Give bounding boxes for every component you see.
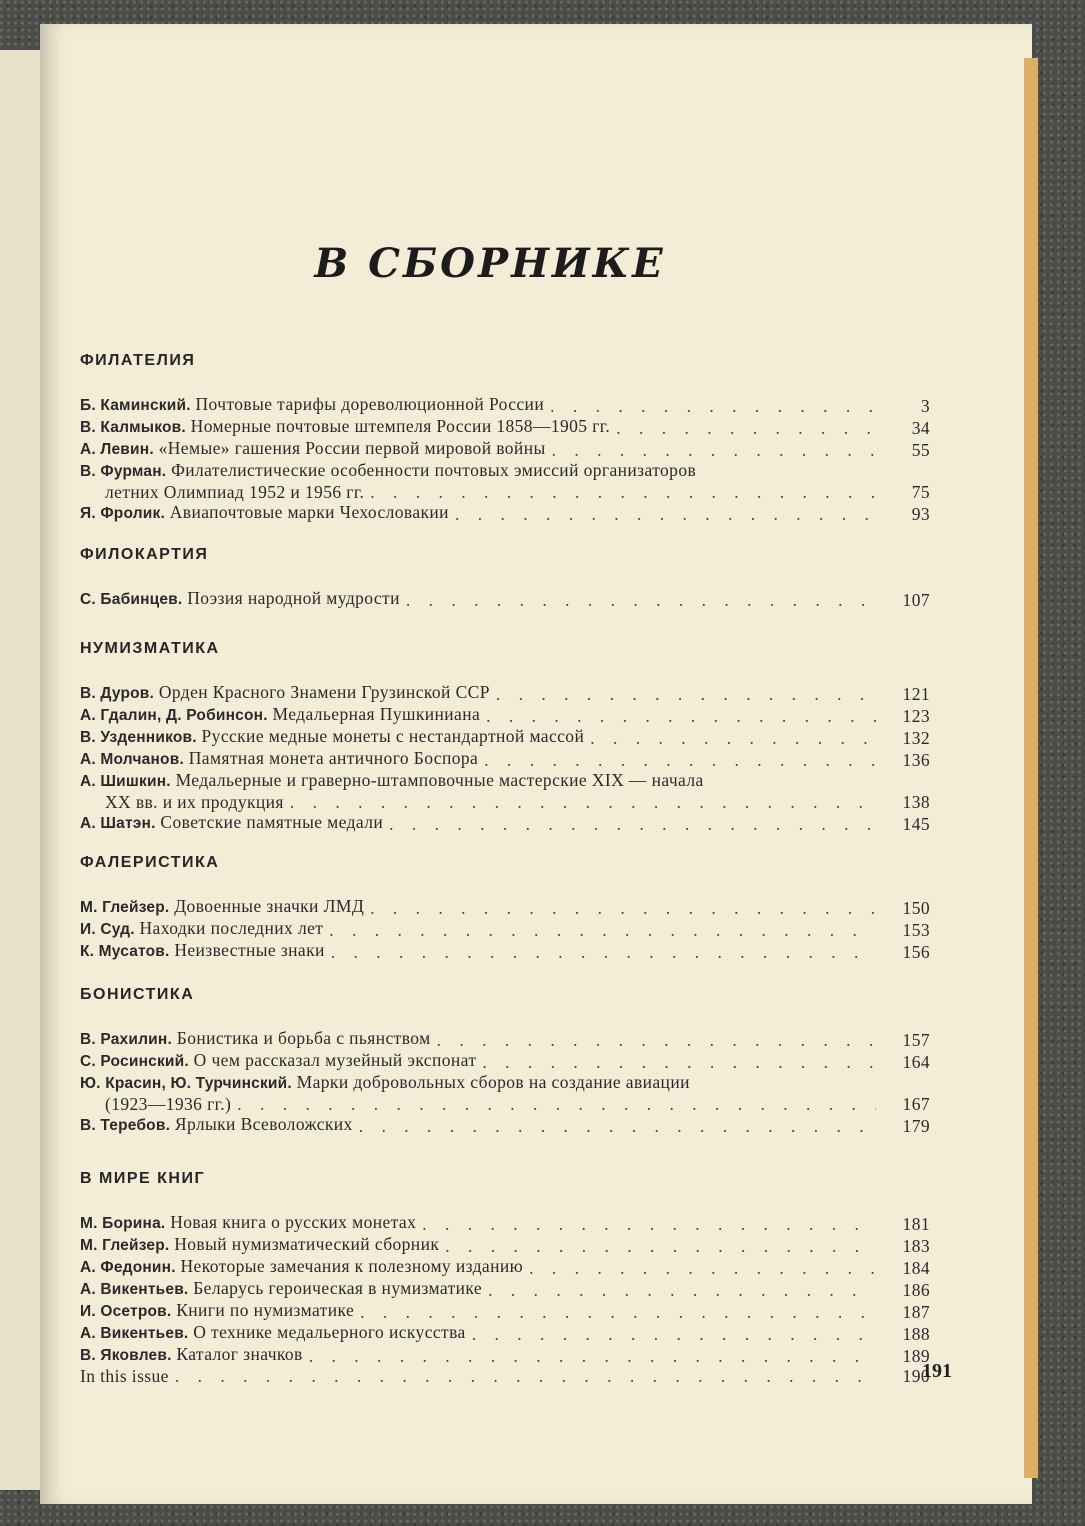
toc-entry: [80, 394, 930, 416]
entry-author: С. Росинский.: [80, 1053, 189, 1070]
entry-author: В. Теребов.: [80, 1117, 171, 1134]
entry-title: XX вв. и их продукция: [105, 792, 284, 812]
entry-author: А. Викентьев.: [80, 1325, 189, 1342]
entry-title: Некоторые замечания к полезному изданию: [180, 1256, 524, 1276]
entry-title: Новая книга о русских монетах: [170, 1212, 417, 1232]
entry-text: [80, 416, 610, 438]
toc-entry: [80, 1094, 930, 1114]
entry-title: Филателистические особенности почтовых эмиссий организаторов: [171, 460, 697, 480]
section-title: НУМИЗМАТИКА: [80, 640, 220, 657]
toc-entry: [80, 482, 930, 502]
entry-title: Новый нумизматический сборник: [174, 1234, 440, 1254]
entry-title: Орден Красного Знамени Грузинской ССР: [158, 682, 490, 702]
entry-text: [80, 812, 383, 834]
section-title: В МИРЕ КНИГ: [80, 1170, 206, 1187]
entry-text: [80, 918, 323, 940]
toc-entry: [80, 896, 930, 918]
leader-dots: [360, 1302, 876, 1322]
toc-section: [80, 640, 930, 834]
leader-dots: [445, 1236, 876, 1256]
entry-page-number: 157: [902, 1030, 930, 1050]
entry-author: А. Викентьев.: [80, 1281, 189, 1298]
leader-dots: [455, 504, 876, 524]
entry-page-number: 187: [902, 1302, 930, 1322]
entry-title: Номерные почтовые штемпеля России 1858—1905 гг.: [190, 416, 611, 436]
toc-section: [80, 352, 930, 524]
toc-entry: [80, 682, 930, 704]
toc-entry: [80, 748, 930, 770]
toc-entry: [80, 918, 930, 940]
entry-page-number: 150: [902, 898, 930, 918]
entry-text: [80, 588, 400, 610]
entry-page-number: 145: [902, 814, 930, 834]
entry-title: Каталог значков: [176, 1344, 303, 1364]
entry-text: [80, 460, 696, 482]
entry-page-number: 189: [902, 1346, 930, 1366]
entry-page-number: 138: [902, 792, 930, 812]
leader-dots: [237, 1094, 876, 1114]
entry-text: [80, 748, 478, 770]
entry-text: [80, 792, 284, 812]
section-title: БОНИСТИКА: [80, 986, 195, 1003]
entry-title: Беларусь героическая в нумизматике: [193, 1278, 483, 1298]
entry-page-number: 156: [902, 942, 930, 962]
entry-text: [80, 1072, 690, 1094]
entry-page-number: 167: [902, 1094, 930, 1114]
toc-entry: [80, 1366, 930, 1386]
entry-text: [80, 1234, 439, 1256]
entry-author: В. Узденников.: [80, 729, 197, 746]
entry-text: [80, 502, 449, 524]
entry-text: [80, 438, 546, 460]
leader-dots: [290, 792, 876, 812]
leader-dots: [496, 684, 876, 704]
entry-text: [80, 704, 480, 726]
entry-author: М. Глейзер.: [80, 1237, 170, 1254]
entry-author: В. Калмыков.: [80, 419, 186, 436]
entry-title: Авиапочтовые марки Чехословакии: [169, 502, 449, 522]
section-title: ФИЛОКАРТИЯ: [80, 546, 209, 563]
toc-entry: [80, 1344, 930, 1366]
section-title: ФИЛАТЕЛИЯ: [80, 352, 196, 369]
entry-title: Почтовые тарифы дореволюционной России: [195, 394, 545, 414]
toc-entry: [80, 1300, 930, 1322]
entry-page-number: 183: [902, 1236, 930, 1256]
entry-author: К. Мусатов.: [80, 943, 170, 960]
entry-page-number: 184: [902, 1258, 930, 1278]
entry-title: In this issue: [80, 1366, 169, 1386]
entry-page-number: 34: [911, 418, 930, 438]
entry-author: Я. Фролик.: [80, 505, 165, 522]
entry-title: Марки добровольных сборов на создание авиации: [296, 1072, 690, 1092]
leader-dots: [488, 1280, 876, 1300]
leader-dots: [329, 920, 876, 940]
entry-page-number: 132: [902, 728, 930, 748]
toc-entry: [80, 1114, 930, 1136]
entry-title: Советские памятные медали: [160, 812, 384, 832]
entry-text: [80, 1028, 431, 1050]
entry-text: [80, 940, 325, 962]
toc-entry: [80, 1028, 930, 1050]
entry-author: Б. Каминский.: [80, 397, 191, 414]
entry-author: И. Суд.: [80, 921, 135, 938]
entry-title: О технике медальерного искусства: [193, 1322, 466, 1342]
entry-author: М. Борина.: [80, 1215, 166, 1232]
leader-dots: [590, 728, 876, 748]
toc-entry: [80, 460, 930, 482]
entry-author: А. Гдалин, Д. Робинсон.: [80, 707, 268, 724]
entry-page-number: 136: [902, 750, 930, 770]
leader-dots: [359, 1116, 876, 1136]
leader-dots: [486, 706, 876, 726]
toc-entry: [80, 1050, 930, 1072]
toc-entry: [80, 1256, 930, 1278]
entry-page-number: 123: [902, 706, 930, 726]
toc-entry: [80, 502, 930, 524]
entry-title: О чем рассказал музейный экспонат: [193, 1050, 477, 1070]
entry-text: [80, 394, 544, 416]
leader-dots: [616, 418, 876, 438]
entry-author: Ю. Красин, Ю. Турчинский.: [80, 1075, 292, 1092]
toc-entry: [80, 1212, 930, 1234]
entry-text: [80, 1278, 482, 1300]
toc-section: [80, 854, 930, 962]
entry-title: (1923—1936 гг.): [105, 1094, 232, 1114]
toc-entry: [80, 726, 930, 748]
entry-title: Неизвестные знаки: [174, 940, 325, 960]
entry-page-number: 3: [920, 396, 930, 416]
entry-page-number: 93: [911, 504, 930, 524]
entry-text: [80, 482, 364, 502]
entry-page-number: 121: [902, 684, 930, 704]
toc-entry: [80, 1322, 930, 1344]
entry-title: Русские медные монеты с нестандартной массой: [201, 726, 585, 746]
entry-text: [80, 1300, 354, 1322]
entry-text: [80, 1114, 353, 1136]
entry-text: [80, 1322, 466, 1344]
leader-dots: [370, 482, 876, 502]
entry-title: Находки последних лет: [139, 918, 324, 938]
entry-page-number: 190: [902, 1366, 930, 1386]
toc-entry: [80, 1234, 930, 1256]
toc-entry: [80, 770, 930, 792]
toc-entry: [80, 792, 930, 812]
entry-page-number: 179: [902, 1116, 930, 1136]
leader-dots: [484, 750, 876, 770]
toc-entry: [80, 1072, 930, 1094]
entry-author: М. Глейзер.: [80, 899, 170, 916]
entry-author: А. Шатэн.: [80, 815, 156, 832]
entry-page-number: 181: [902, 1214, 930, 1234]
leader-dots: [482, 1052, 876, 1072]
entry-page-number: 186: [902, 1280, 930, 1300]
entry-author: В. Яковлев.: [80, 1347, 172, 1364]
leader-dots: [331, 942, 876, 962]
entry-text: [80, 896, 364, 918]
leader-dots: [472, 1324, 876, 1344]
toc-section: [80, 986, 930, 1136]
entry-author: А. Молчанов.: [80, 751, 184, 768]
toc-entry: [80, 812, 930, 834]
entry-text: [80, 770, 704, 792]
leader-dots: [389, 814, 876, 834]
leader-dots: [175, 1366, 876, 1386]
entry-title: Книги по нумизматике: [176, 1300, 355, 1320]
section-title: ФАЛЕРИСТИКА: [80, 854, 220, 871]
leader-dots: [437, 1030, 876, 1050]
entry-author: А. Шишкин.: [80, 773, 171, 790]
entry-author: И. Осетров.: [80, 1303, 172, 1320]
leader-dots: [529, 1258, 876, 1278]
leader-dots: [552, 440, 876, 460]
entry-title: Бонистика и борьба с пьянством: [176, 1028, 431, 1048]
entry-text: [80, 1212, 416, 1234]
entry-title: летних Олимпиад 1952 и 1956 гг.: [105, 482, 365, 502]
entry-author: В. Фурман.: [80, 463, 167, 480]
entry-text: [80, 726, 584, 748]
toc-entry: [80, 438, 930, 460]
entry-title: «Немые» гашения России первой мировой войны: [158, 438, 546, 458]
leader-dots: [370, 898, 876, 918]
toc-entry: [80, 416, 930, 438]
entry-page-number: 55: [911, 440, 930, 460]
entry-text: [80, 1256, 523, 1278]
entry-author: А. Федонин.: [80, 1259, 176, 1276]
toc-entry: [80, 704, 930, 726]
entry-text: [80, 1050, 476, 1072]
entry-title: Довоенные значки ЛМД: [174, 896, 365, 916]
entry-page-number: 107: [902, 590, 930, 610]
entry-title: Медальерная Пушкиниана: [272, 704, 481, 724]
entry-page-number: 75: [911, 482, 930, 502]
entry-title: Ярлыки Всеволожских: [174, 1114, 353, 1134]
entry-author: В. Рахилин.: [80, 1031, 172, 1048]
page-number: 191: [922, 1360, 952, 1382]
leader-dots: [309, 1346, 876, 1366]
page-title: В СБОРНИКЕ: [314, 240, 666, 287]
leader-dots: [550, 396, 876, 416]
toc-entry: [80, 1278, 930, 1300]
toc-section: [80, 546, 930, 610]
entry-title: Памятная монета античного Боспора: [188, 748, 479, 768]
entry-page-number: 153: [902, 920, 930, 940]
toc-section: [80, 1170, 930, 1386]
entry-text: [80, 682, 490, 704]
entry-text: [80, 1344, 303, 1366]
entry-page-number: 188: [902, 1324, 930, 1344]
entry-author: В. Дуров.: [80, 685, 155, 702]
entry-author: С. Бабинцев.: [80, 591, 183, 608]
entry-title: Поэзия народной мудрости: [187, 588, 400, 608]
entry-title: Медальерные и граверно-штамповочные мастерские XIX — начала: [175, 770, 704, 790]
page-stack-edge: [1024, 58, 1038, 1478]
entry-page-number: 164: [902, 1052, 930, 1072]
entry-text: [80, 1366, 169, 1386]
entry-text: [80, 1094, 231, 1114]
entry-author: А. Левин.: [80, 441, 154, 458]
leader-dots: [406, 590, 876, 610]
toc-entry: [80, 940, 930, 962]
toc-entry: [80, 588, 930, 610]
leader-dots: [422, 1214, 876, 1234]
